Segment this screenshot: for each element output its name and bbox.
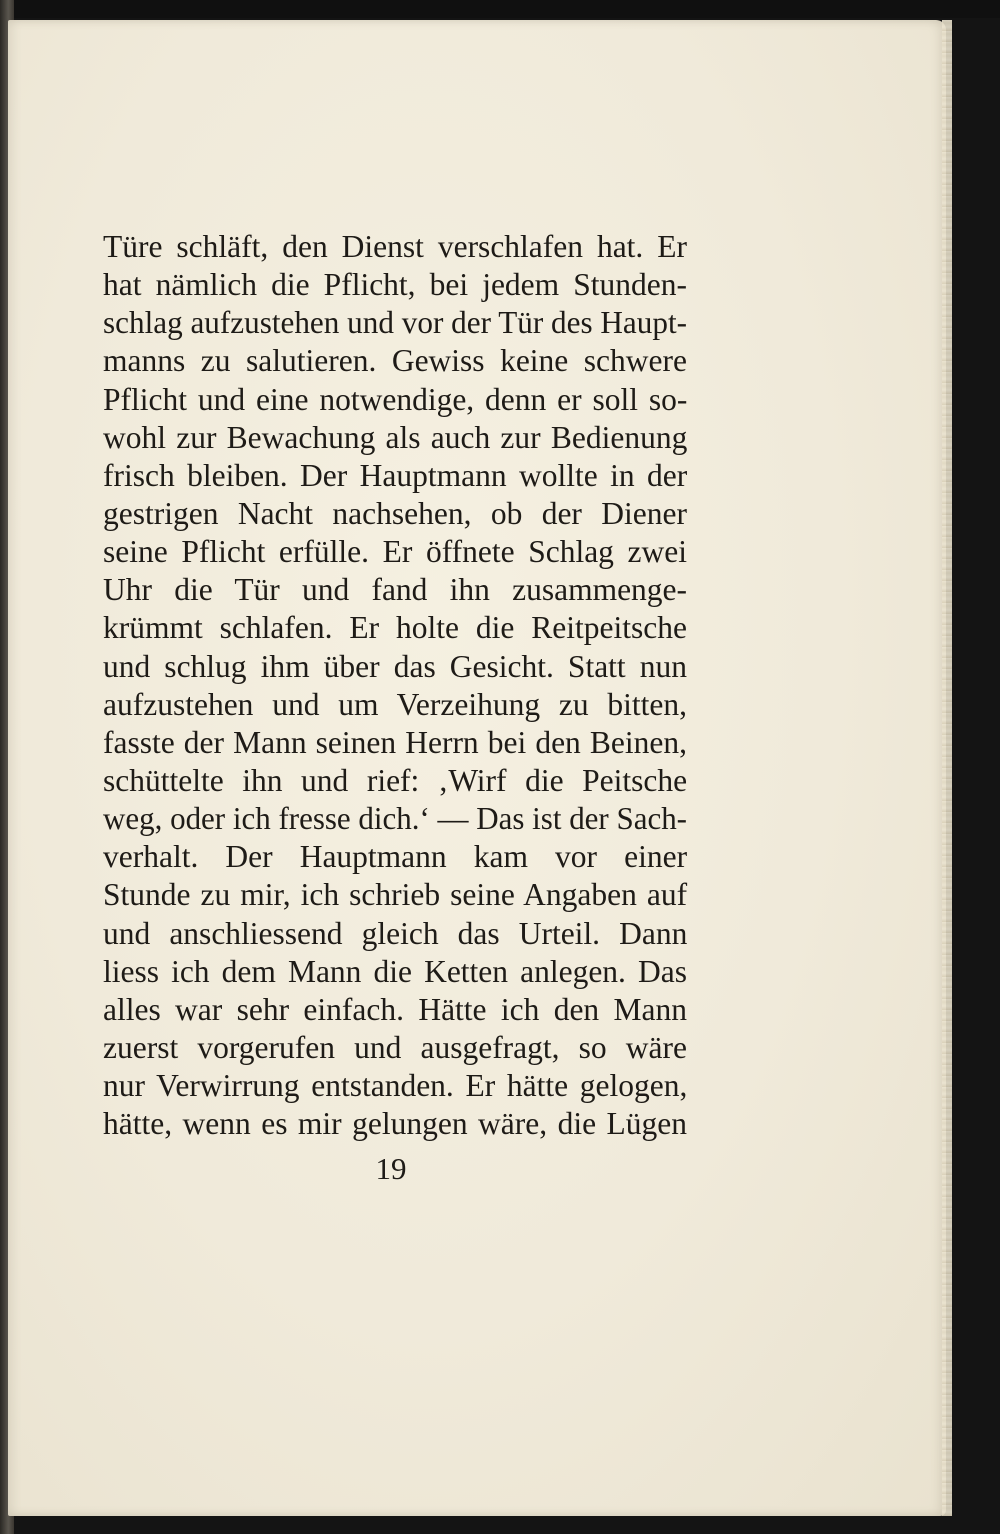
text-line: Türe schläft, den Dienst verschlafen hat. Er [103,229,687,264]
text-line: schlag aufzustehen und vor der Tür des Haupt- [103,305,687,341]
text-line: schüttelte ihn und rief: ‚Wirf die Peitsche [103,762,688,798]
text-line: liess ich dem Mann die Ketten anlegen. Das [103,953,687,989]
scan-background-top [0,0,1000,18]
text-line: wohl zur Bewachung als auch zur Bedienung [103,419,688,455]
text-line: Uhr die Tür und fand ihn zusammenge- [103,572,688,608]
text-line: aufzustehen und um Verzeihung zu bitten, [103,686,687,722]
text-line: Pflicht und eine notwendige, denn er soll so- [103,381,688,417]
text-line: alles war sehr einfach. Hätte ich den Mann [103,991,687,1027]
text-line: seine Pflicht erfülle. Er öffnete Schlag zwei [103,534,687,570]
text-line: Stunde zu mir, ich schrieb seine Angaben auf [103,877,688,913]
text-line: manns zu salutieren. Gewiss keine schwere [103,343,687,379]
text-line: verhalt. Der Hauptmann kam vor einer [103,839,688,875]
text-line: gestrigen Nacht nachsehen, ob der Diener [103,495,687,531]
text-line: nur Verwirrung entstanden. Er hätte gelogen, [103,1068,688,1104]
body-text [103,228,687,1143]
text-line: und anschliessend gleich das Urteil. Dann [103,915,688,951]
text-line: frisch bleiben. Der Hauptmann wollte in der [103,457,688,493]
text-line: fasste der Mann seinen Herrn bei den Beinen, [103,724,687,760]
text-line: und schlug ihm über das Gesicht. Statt nun [103,648,687,684]
text-line: hätte, wenn es mir gelungen wäre, die Lügen [103,1106,687,1142]
text-line: zuerst vorgerufen und ausgefragt, so wäre [103,1029,687,1065]
page-number: 19 [375,1151,407,1186]
text-line: hat nämlich die Pflicht, bei jedem Stunden- [103,267,687,303]
deckle-edge [942,20,952,1516]
text-line: krümmt schlafen. Er holte die Reitpeitsche [103,610,687,646]
text-line: weg, oder ich fresse dich.‘ — Das ist der Sach- [103,801,687,837]
